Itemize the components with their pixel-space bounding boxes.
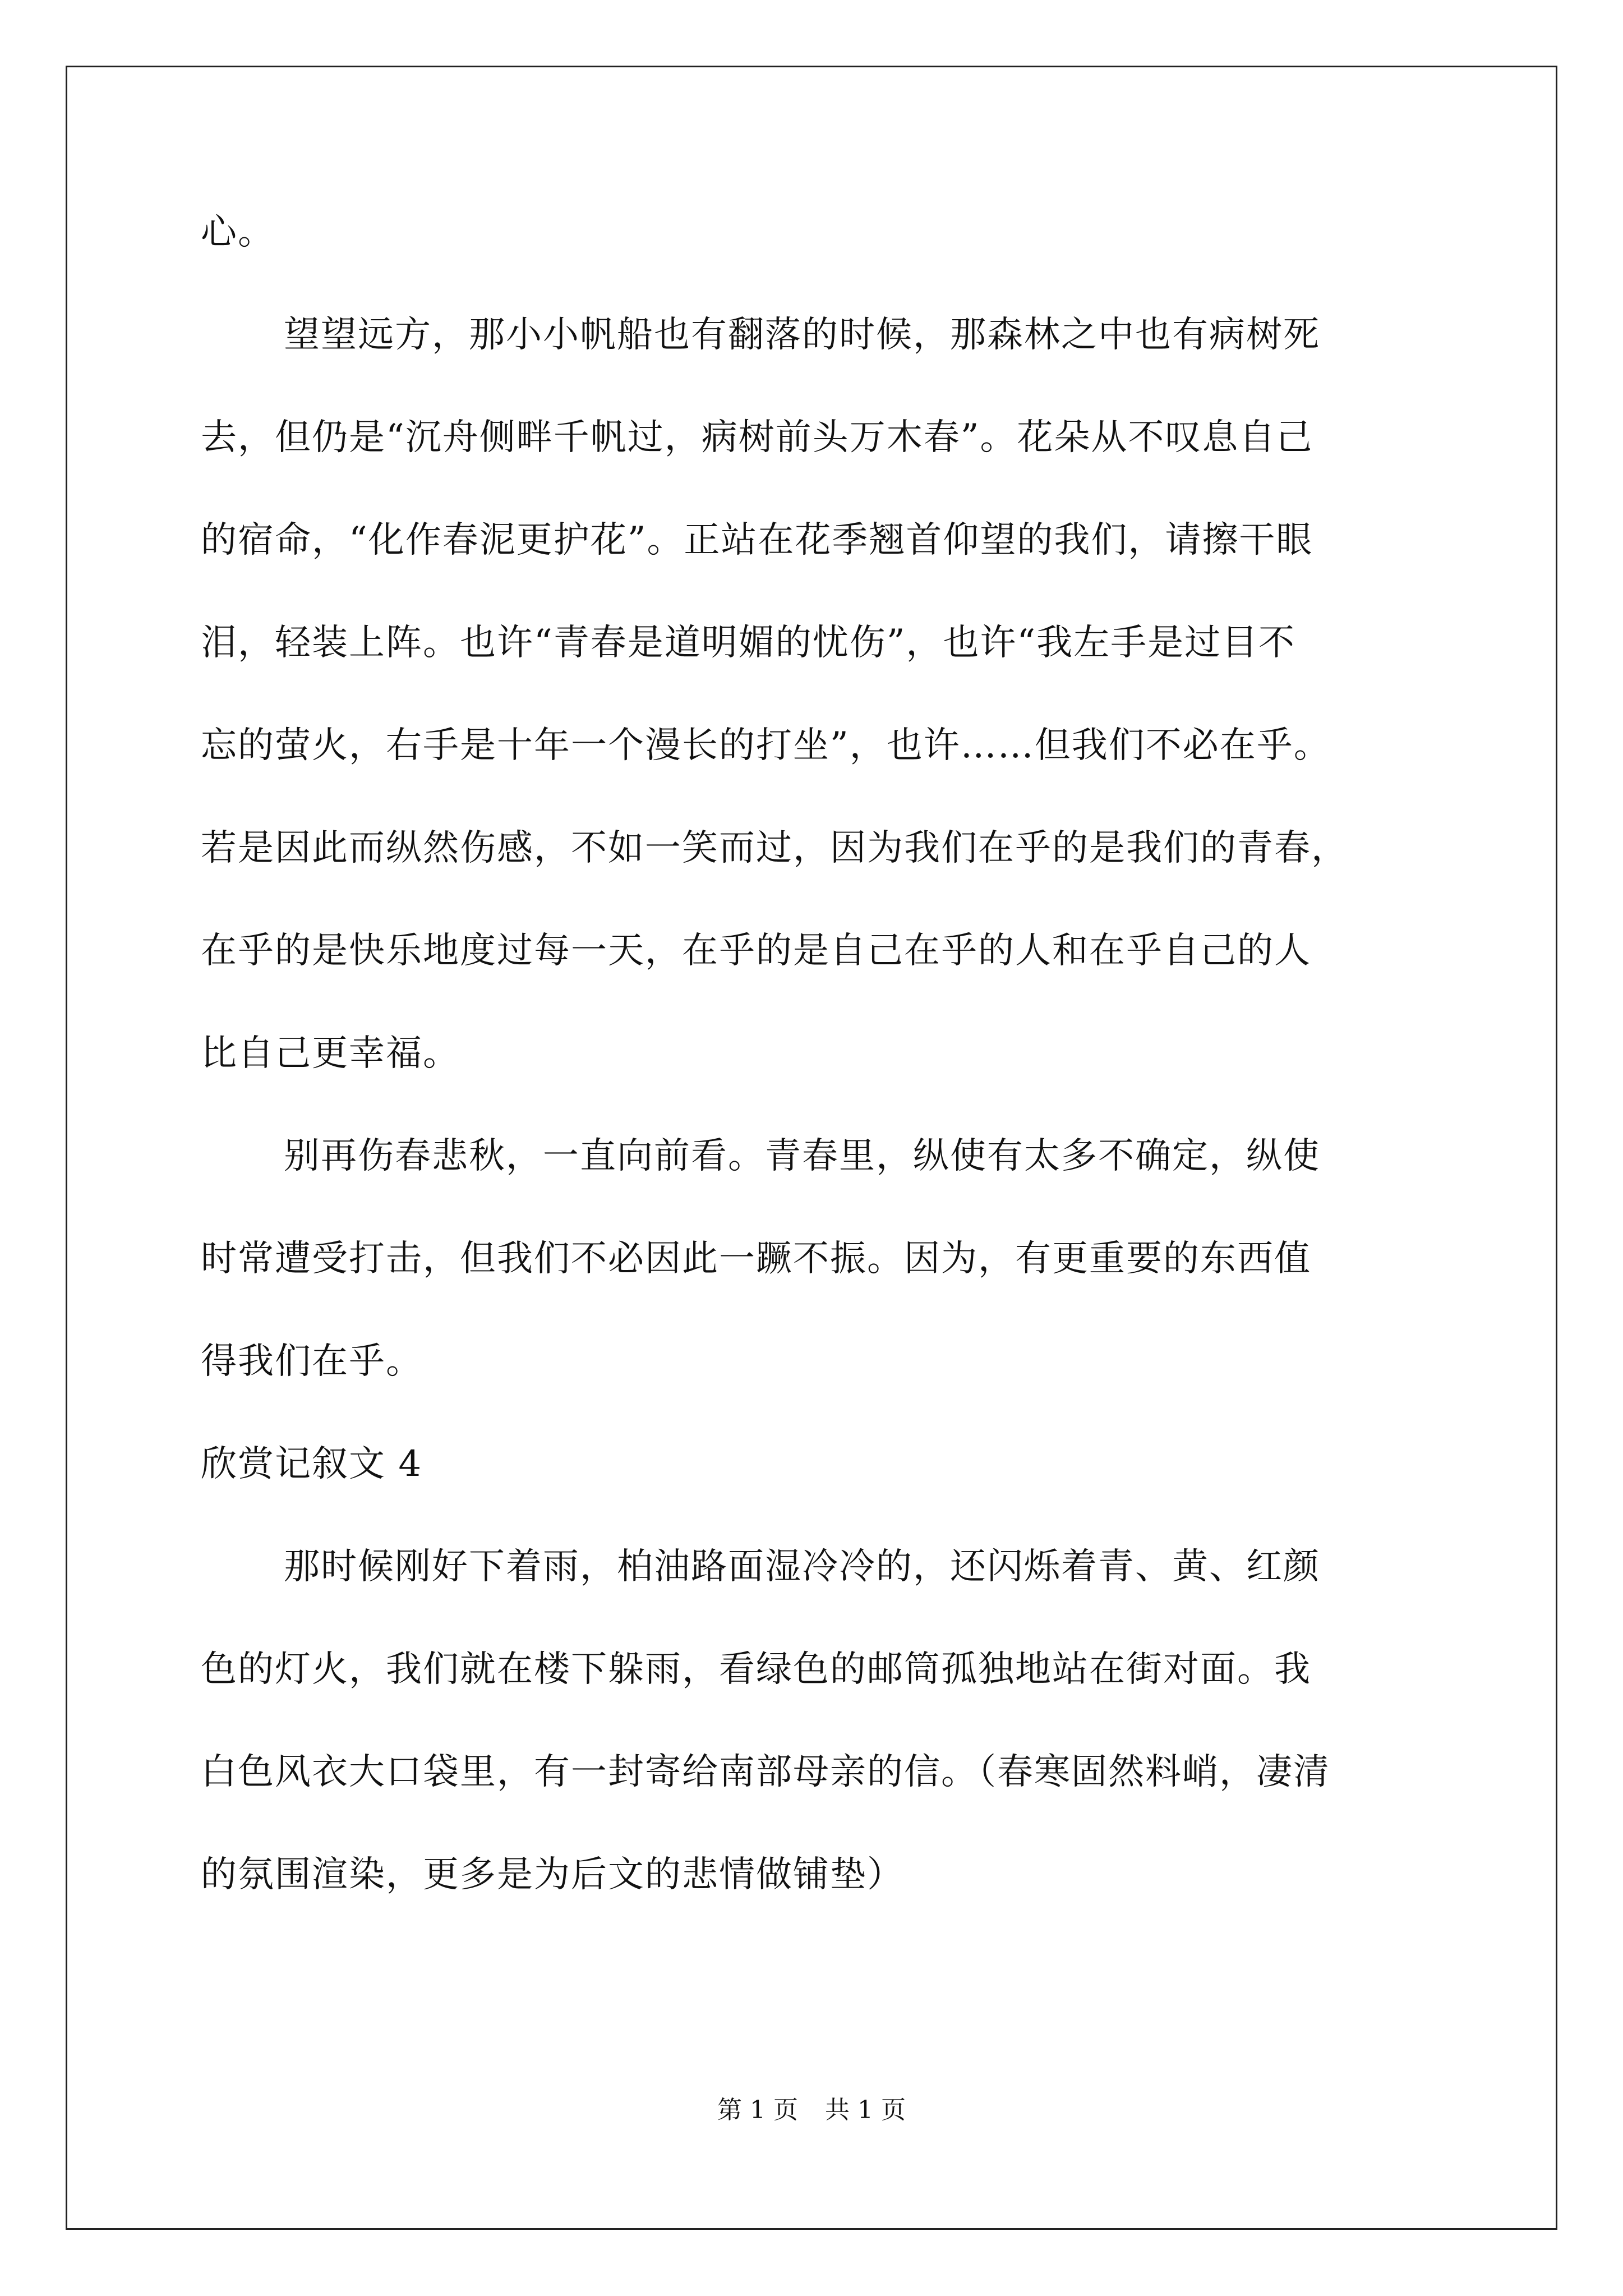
paragraph-line: 心。: [201, 211, 275, 253]
section-heading: 欣赏记叙文 4: [201, 1443, 423, 1485]
paragraph-line: 的宿命，“化作春泥更护花”。正站在花季翘首仰望的我们，请擦干眼: [201, 519, 1313, 561]
paragraph-line: 色的灯火，我们就在楼下躲雨，看绿色的邮筒孤独地站在街对面。我: [201, 1649, 1311, 1690]
paragraph-line: 泪，轻装上阵。也许“青春是道明媚的忧伤”，也许“我左手是过目不: [201, 622, 1296, 664]
paragraph-line: 去，但仍是“沉舟侧畔千帆过，病树前头万木春”。花朵从不叹息自己: [201, 417, 1313, 458]
paragraph-line: 在乎的是快乐地度过每一天，在乎的是自己在乎的人和在乎自己的人: [201, 930, 1311, 972]
page-footer: [0, 2096, 1623, 2124]
paragraph-line: 比自己更幸福。: [201, 1033, 460, 1074]
paragraph-line: 忘的萤火，右手是十年一个漫长的打坐”，也许……但我们不必在乎。: [201, 725, 1331, 766]
paragraph-line: 的氛围渲染，更多是为后文的悲情做铺垫）: [201, 1854, 904, 1895]
page-number: 第 1 页: [717, 2096, 798, 2124]
paragraph-line: 白色风衣大口袋里，有一封寄给南部母亲的信。（春寒固然料峭，凄清: [201, 1751, 1330, 1793]
paragraph-line: 时常遭受打击，但我们不必因此一蹶不振。因为，有更重要的东西值: [201, 1238, 1311, 1280]
document-body: [201, 213, 1468, 1958]
paragraph-line: 若是因此而纵然伤感，不如一笑而过，因为我们在乎的是我们的青春，: [201, 827, 1348, 869]
paragraph-line: 望望远方，那小小帆船也有翻落的时候，那森林之中也有病树死: [284, 314, 1320, 356]
paragraph-line: 得我们在乎。: [201, 1341, 423, 1382]
page-total: 共 1 页: [825, 2096, 906, 2124]
paragraph-line: 别再伤春悲秋，一直向前看。青春里，纵使有太多不确定，纵使: [284, 1135, 1320, 1177]
paragraph-line: 那时候刚好下着雨，柏油路面湿冷冷的，还闪烁着青、黄、红颜: [284, 1546, 1320, 1588]
